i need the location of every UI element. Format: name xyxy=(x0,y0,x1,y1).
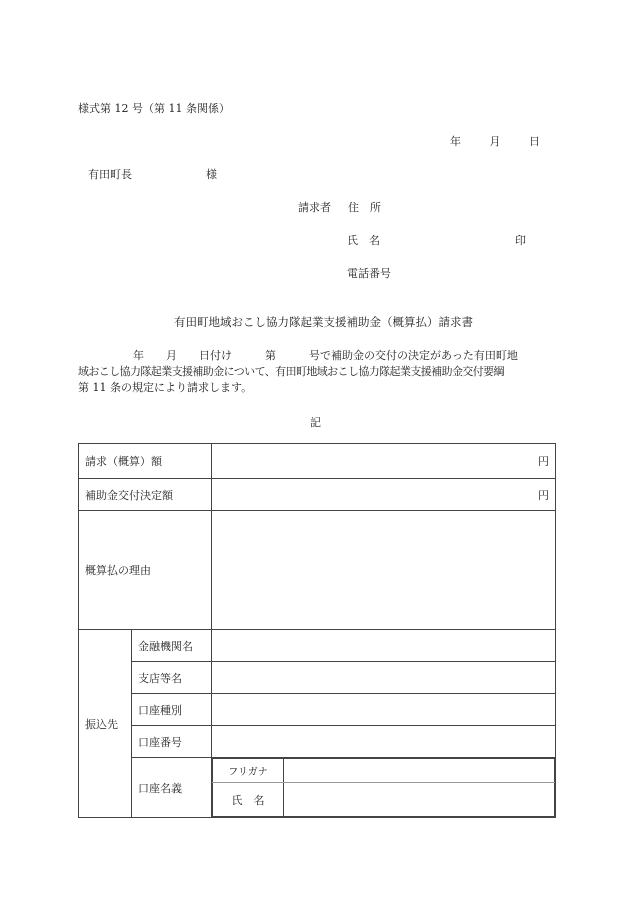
account-number-field[interactable] xyxy=(212,726,556,758)
date-line xyxy=(450,133,540,149)
branch-field[interactable] xyxy=(212,662,556,694)
address-label: 住 所 xyxy=(348,201,381,214)
date-year: 年 xyxy=(450,135,461,148)
branch-row xyxy=(79,662,556,694)
claim-label: 請求（概算）額 xyxy=(79,444,212,479)
transfer-label: 振込先 xyxy=(79,630,132,818)
furigana-field[interactable] xyxy=(284,759,555,783)
account-holder-label: 口座名義 xyxy=(132,758,212,818)
reason-row xyxy=(79,511,556,630)
requester-name-label: 氏 名 xyxy=(347,234,380,247)
holder-name-label: 氏 名 xyxy=(213,783,284,817)
bank-field[interactable] xyxy=(212,630,556,662)
form-number: 様式第 12 号（第 11 条関係） xyxy=(78,102,230,115)
furigana-label: フリガナ xyxy=(213,759,284,783)
bank-row xyxy=(79,630,556,662)
decision-row xyxy=(79,479,556,511)
date-month: 月 xyxy=(489,135,501,148)
holder-subtable xyxy=(212,758,555,817)
body-line-1: 年 月 日付け 第 号で補助金の交付の決定があった有田町地 xyxy=(78,349,518,362)
branch-label: 支店等名 xyxy=(132,662,212,694)
reason-label: 概算払の理由 xyxy=(79,511,212,630)
body-line-2: 域おこし協力隊起業支援補助金について、有田町地域おこし協力隊起業支援補助金交付要綱 xyxy=(78,365,504,378)
seal-mark: 印 xyxy=(515,234,526,247)
requester-label: 請求者 xyxy=(298,201,331,214)
bank-label: 金融機関名 xyxy=(132,630,212,662)
account-holder-cell xyxy=(212,758,556,818)
body-paragraph xyxy=(78,348,556,396)
account-type-label: 口座種別 xyxy=(132,694,212,726)
phone-label: 電話番号 xyxy=(347,267,391,280)
addressee xyxy=(88,166,217,182)
body-line-3: 第 11 条の規定により請求します。 xyxy=(78,381,253,394)
date-day: 日 xyxy=(529,135,540,148)
requester-address-line xyxy=(298,199,381,215)
claim-table xyxy=(78,443,556,818)
furigana-row xyxy=(213,759,555,783)
account-type-field[interactable] xyxy=(212,694,556,726)
reason-field[interactable] xyxy=(212,511,556,630)
decision-amount-field[interactable]: 円 xyxy=(212,479,556,511)
addressee-name: 有田町長 xyxy=(88,168,132,181)
claim-amount-field[interactable]: 円 xyxy=(212,444,556,479)
holder-name-field[interactable] xyxy=(284,783,555,817)
holder-name-row xyxy=(213,783,555,817)
account-number-row xyxy=(79,726,556,758)
account-type-row xyxy=(79,694,556,726)
account-number-label: 口座番号 xyxy=(132,726,212,758)
account-holder-row xyxy=(79,758,556,818)
ki-heading: 記 xyxy=(310,416,321,429)
claim-row xyxy=(79,444,556,479)
document-title: 有田町地域おこし協力隊起業支援補助金（概算払）請求書 xyxy=(174,315,473,329)
addressee-honorific: 様 xyxy=(206,168,217,181)
decision-label: 補助金交付決定額 xyxy=(79,479,212,511)
